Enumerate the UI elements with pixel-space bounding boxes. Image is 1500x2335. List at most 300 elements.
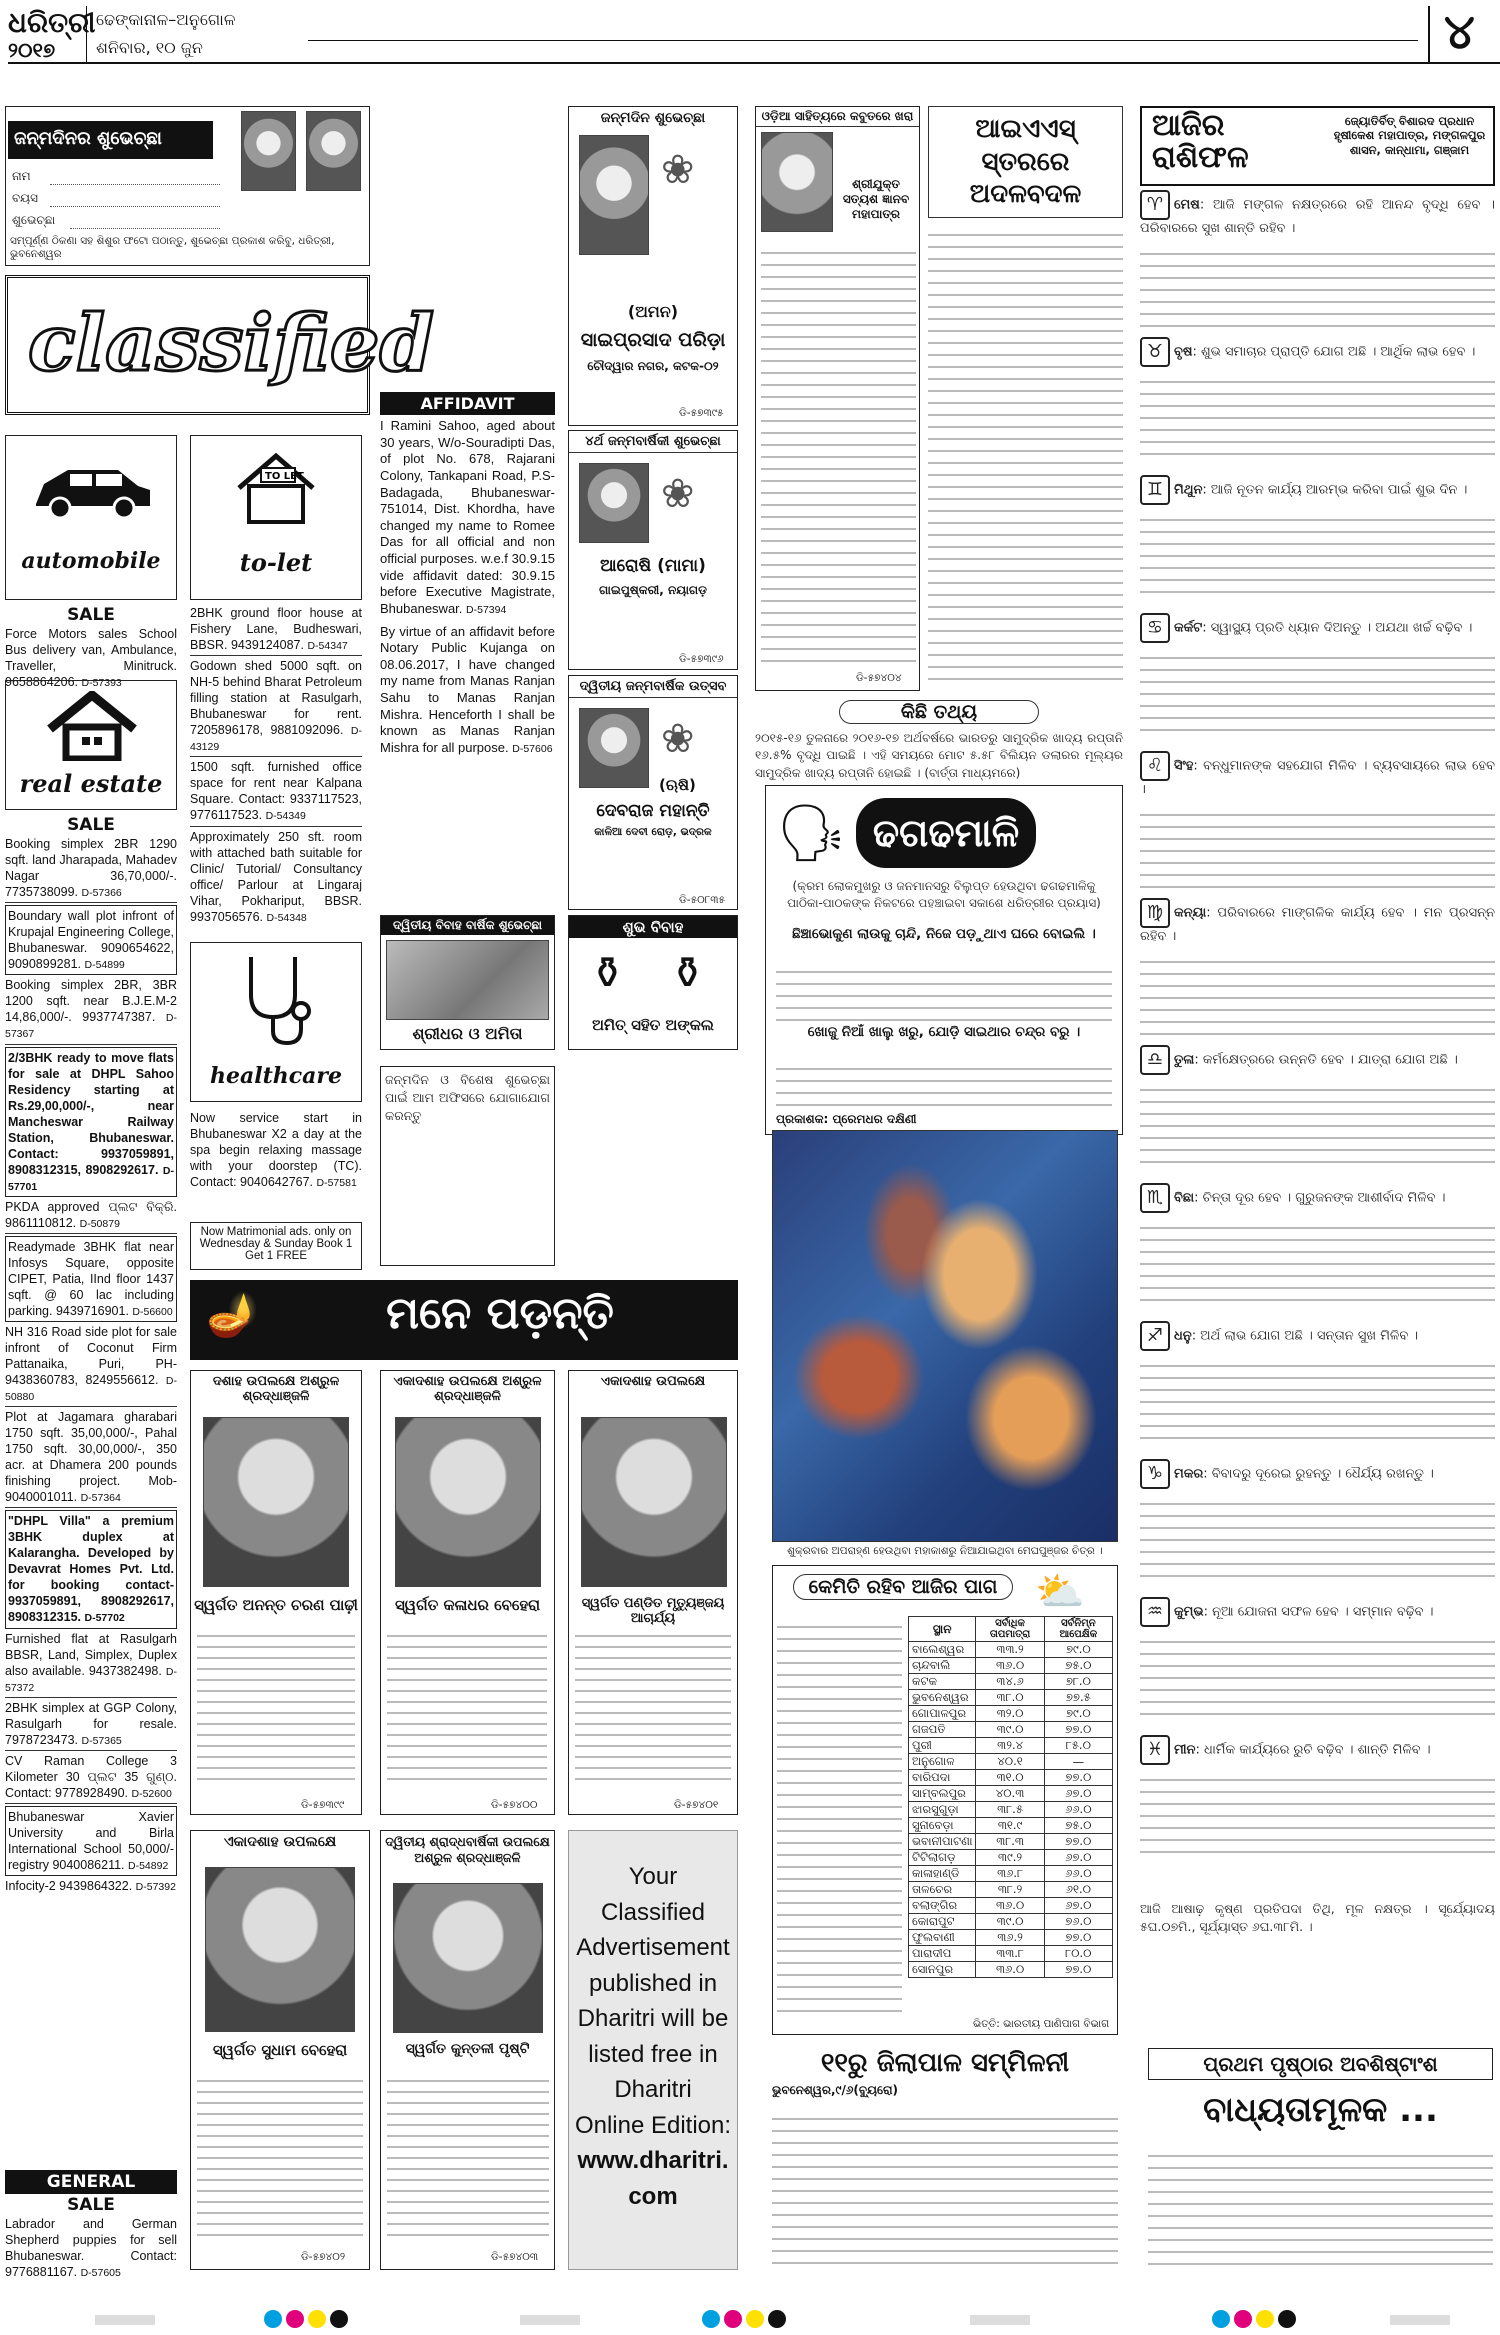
automobile-label: automobile: [21, 548, 161, 574]
zodiac-icon: ♒: [1140, 1597, 1170, 1627]
sale-heading: SALE: [67, 815, 115, 835]
weather-cell: ଗଜପତି: [909, 1722, 976, 1738]
masthead: [8, 6, 1500, 64]
obituary-card: [568, 1370, 738, 1815]
ad-code: ଡି-୫୭୪୦୨: [301, 2251, 346, 2263]
satellite-image: [772, 1130, 1118, 1542]
zodiac-icon: ♓: [1140, 1735, 1170, 1765]
affidavit-text: I Ramini Sahoo, aged about 30 years, W/o-Souradipti Das, of plot No. 678, Rajarani Colony, Tankapani Road, P.S-Badagada, Bhubaneswar-751014, Dist. Khordha, have changed my name to Romee Das for all official and non official purposes. w.e.f 30.9.15 vide affidavit dated: 30.9.15 before Executive Magistrate, Bhubaneswar. D-57394: [380, 418, 555, 616]
ad-item: Booking simplex 2BR, 3BR 1200 sqft. near B.J.E.M-2 14,86,000/-. 9937747387. D-57367: [5, 975, 177, 1044]
obituary-name: ସ୍ୱର୍ଗତ ସୁଧାମ ବେହେରା: [212, 2041, 348, 2059]
sun-cloud-icon: ⛅: [1035, 1569, 1085, 1615]
ad-item: 2/3BHK ready to move flats for sale at DHPL Sahoo Residency starting at Rs.29,00,000/-, near Mancheswar Railway Station, Bhubaneswar. Contact: 9937059891, 8908312315, 8908292617. D-57701: [5, 1047, 177, 1197]
weather-cell: ୭୬.୦: [1044, 1914, 1112, 1930]
ad-item: Labrador and German Shepherd puppies for sell Bhubaneswar. Contact: 9776881167. D-57605: [5, 2217, 177, 2279]
weather-row: [909, 1674, 1113, 1690]
child-photo: [306, 111, 361, 191]
to-let-box: [190, 435, 362, 600]
birthday-form: [5, 106, 370, 266]
weather-cell: ୩୯.୦: [976, 1914, 1044, 1930]
weather-row: [909, 1914, 1113, 1930]
weather-row: [909, 1946, 1113, 1962]
weather-cell: ବାରିପଦା: [909, 1770, 976, 1786]
weather-cell: ତାଳଚେର: [909, 1882, 976, 1898]
rashi-entry: ♐ ଧନୁ: ଅର୍ଥ ଲାଭ ଯୋଗ ଅଛି । ସନ୍ତାନ ସୁଖ ମିଳିବ ।: [1140, 1321, 1495, 1453]
weather-row: [909, 1962, 1113, 1978]
weather-cell: ୪୦.୧: [976, 1754, 1044, 1770]
rashi-text: ବନ୍ଧୁମାନଙ୍କ ସହଯୋଗ ମିଳିବ । ବ୍ୟବସାୟରେ ଲାଭ ହେବ ।: [1140, 758, 1495, 797]
weather-cell: ଝାରସୁଗୁଡ଼ା: [909, 1802, 976, 1818]
obituary-name: ସ୍ୱର୍ଗତ ଅନନ୍ତ ଚରଣ ପାଢ଼ୀ: [194, 1596, 358, 1614]
front-page-continuation-head: ବାଧ୍ୟତାମୂଳକ ...: [1203, 2090, 1438, 2130]
obituary-card: [190, 1370, 362, 1815]
car-icon: [26, 456, 156, 526]
obituary-card: [380, 1370, 555, 1815]
weather-table: [908, 1616, 1113, 1978]
meeting-article: [772, 2048, 1118, 2278]
obituary-name: ସ୍ୱର୍ଗତ ପଣ୍ଡିତ ମୃତ୍ୟୁଞ୍ଜୟ ଆଚାର୍ଯ୍ୟ: [581, 1596, 725, 1626]
weather-cell: ୪୦.୩: [976, 1786, 1044, 1802]
column-header: ସ୍ଥାନ: [909, 1617, 976, 1642]
obituary-title: ମନେ ପଡ଼ନ୍ତି: [386, 1288, 614, 1339]
weather-cell: ୭୭.୦: [1044, 1834, 1112, 1850]
zodiac-icon: ♈: [1140, 190, 1170, 220]
zodiac-icon: ♍: [1140, 898, 1170, 928]
date: ଶନିବାର, ୧୦ ଜୁନ: [96, 38, 203, 57]
real-estate-box: [5, 680, 177, 810]
literary-title: ଓଡ଼ିଆ ସାହିତ୍ୟରେ କବୁତରେ ଖରା: [756, 107, 919, 127]
rashi-entry: ♏ ବିଛା: ଚିନ୍ତା ଦୂର ହେବ । ଗୁରୁଜନଙ୍କ ଆଶୀର୍ବାଦ ମିଳିବ ।: [1140, 1183, 1495, 1315]
weather-row: [909, 1706, 1113, 1722]
proverb: ଛିଞ୍ଚାଭୋକୁଣ ଲାଉକୁ ଚାନ୍ଦି, ନିଜେ ପଡ଼ୁଥାଏ ଘରେ ବୋଇଲି ।: [792, 926, 1096, 942]
ad-item: Boundary wall plot infront of Krupajal Engineering College, Bhubaneswar. 9090654622, 9090899281. D-54899: [5, 905, 177, 975]
satellite-caption: ଶୁକ୍ରବାର ଅପରାହ୍ଣ ହେଉଥିବା ମହାକାଶରୁ ନିଆଯାଇଥିବା ମେଘପୁଞ୍ଜର ଚିତ୍ର ।: [787, 1545, 1103, 1557]
weather-cell: ୭୯.୦: [1044, 1642, 1112, 1658]
ad-item: 1500 sqft. furnished office space for rent near Kalpana Square. Contact: 9337117523, 9776117523. D-54349: [190, 757, 362, 826]
weather-row: [909, 1738, 1113, 1754]
weather-cell: ୩୮.୦: [976, 1690, 1044, 1706]
sale-heading: SALE: [67, 605, 115, 625]
ad-item: Plot at Jagamara gharabari 1750 sqft. 35,00,000/-, Pahal 1750 sqft. 30,00,000/-, 350 acr. at Dhamera 200 pounds finishing project. Mob-9040001011. D-57364: [5, 1407, 177, 1508]
weather-cell: ସୁନାବେଡ଼ା: [909, 1818, 976, 1834]
wish-label: ଶୁଭେଚ୍ଛା: [12, 213, 56, 227]
rashi-entry: ♋ କର୍କଟ: ସ୍ୱାସ୍ଥ୍ୟ ପ୍ରତି ଧ୍ୟାନ ଦିଅନ୍ତୁ । ଅଯଥା ଖର୍ଚ୍ଚ ବଢ଼ିବ ।: [1140, 613, 1495, 745]
rashi-text: ଚିନ୍ତା ଦୂର ହେବ । ଗୁରୁଜନଙ୍କ ଆଶୀର୍ବାଦ ମିଳିବ ।: [1202, 1190, 1446, 1206]
wedding-card: [568, 915, 738, 1050]
to-let-label: to-let: [239, 548, 313, 577]
ad-item: Force Motors sales School Bus delivery van, Ambulance, Traveller, Minitruck. 9658864206. D-57393: [5, 627, 177, 689]
greeting-name: ସାଇପ୍ରସାଦ ପରିଡ଼ା: [580, 329, 726, 351]
cartoon-icon: 🗣: [776, 801, 848, 866]
obituary-photo: [203, 1417, 349, 1587]
proverb-box: [765, 785, 1123, 1135]
obituary-heading: ଏକାଦଶାହ ଉପଲକ୍ଷେ ଅଶ୍ରୁଳ ଶ୍ରଦ୍ଧାଞ୍ଜଳି: [393, 1374, 542, 1404]
panjika-text: ଆଜି ଆଷାଢ଼ କୃଷ୍ଣ ପ୍ରତିପଦା ତିଥି, ମୂଳ ନକ୍ଷତ୍ର । ସୂର୍ଯ୍ୟୋଦୟ ୫ଘ.୦୭ମି., ସୂର୍ଯ୍ୟାସ୍ତ ୬ଘ.୩୮ମି. ।: [1140, 1901, 1495, 1935]
greeting-place: କାଳିଆ ଦେବୀ ରୋଡ଼, ଭଦ୍ରକ: [594, 826, 712, 838]
ias-article: [928, 106, 1123, 691]
weather-title: କେମିତି ରହିବ ଆଜିର ପାଗ: [793, 1574, 1013, 1600]
weather-row: [909, 1690, 1113, 1706]
weather-cell: ୩୬.୦: [976, 1898, 1044, 1914]
weather-cell: ୩୬.୮: [976, 1866, 1044, 1882]
rashi-name: ମିଥୁନ: [1174, 482, 1203, 498]
obituary-name: ସ୍ୱର୍ଗତ କୁନ୍ତଳୀ ପୃଷ୍ଟି: [405, 2041, 530, 2057]
weather-row: [909, 1818, 1113, 1834]
weather-row: [909, 1898, 1113, 1914]
weather-row: [909, 1850, 1113, 1866]
house-icon: [44, 691, 140, 761]
weather-cell: ୩୯.୨: [976, 1850, 1044, 1866]
greeting-card: [568, 430, 738, 670]
obituary-name: ସ୍ୱର୍ଗତ କଳାଧର ବେହେରା: [394, 1596, 541, 1614]
weather-cell: ପାରାଦୀପ: [909, 1946, 976, 1962]
weather-row: [909, 1642, 1113, 1658]
automobile-box: [5, 435, 177, 600]
weather-cell: ବଲାଙ୍ଗିର: [909, 1898, 976, 1914]
greeting-name: ଆରୋଷି (ମାମା): [600, 556, 706, 576]
rashi-name: ମୀନ: [1174, 1742, 1196, 1758]
weather-cell: ୭୫.୦: [1044, 1818, 1112, 1834]
affidavit: [380, 392, 555, 757]
birthday-title: ଜନ୍ମଦିନର ଶୁଭେଚ୍ଛା: [8, 121, 213, 159]
classified-title: classified: [28, 298, 434, 389]
ad-item: CV Raman College 3 Kilometer 30 ପ୍ଲଟ 35 ଗୁଣ୍ଠ. Contact: 9778928490. D-52600: [5, 1751, 177, 1804]
free-ad-line: Dharitri will be: [577, 2005, 729, 2033]
weather-cell: ସାମ୍ବଲପୁର: [909, 1786, 976, 1802]
free-ad-line: Online Edition:: [574, 2111, 732, 2139]
weather-source: ଭିତ୍ତି: ଭାରତୀୟ ପାଣିପାଗ ବିଭାଗ: [973, 2018, 1110, 2030]
ad-item: Readymade 3BHK flat near Infosys Square, opposite CIPET, Patia, IInd floor 1437 sqft. @ 60 lac including parking. 9439716901. D-56600: [5, 1236, 177, 1322]
weather-cell: ୬୧.୦: [1044, 1882, 1112, 1898]
meeting-headline: ୧୧ରୁ ଜିଲାପାଳ ସମ୍ମିଳନୀ: [820, 2048, 1070, 2078]
proverb-subtitle: (କ୍ରମ ଲୋକମୁଖରୁ ଓ ଜନମାନସରୁ ବିଲୁପ୍ତ ହେଉଥିବା ଢଗଢମାଳିକୁ ପାଠିକା-ପାଠକଙ୍କ ନିକଟରେ ପହଞ୍ଚାଇବା ସକାଶେ ଧରିତ୍ରୀର ପ୍ରୟାସ): [787, 879, 1101, 911]
greeting-nick: (ଅମନ): [627, 302, 679, 321]
anniversary-card: [380, 915, 555, 1050]
ad-item: Infocity-2 9439864322. D-57392: [5, 1879, 176, 1894]
lamp-icon: 🪔: [206, 1290, 259, 1339]
free-ad-line: Your: [628, 1863, 678, 1890]
free-ad-line: Classified: [600, 1898, 706, 1926]
free-ad-line: published in: [588, 1969, 718, 1997]
rashi-entry: ♈ ମେଷ: ଆଜି ମଙ୍ଗଳ ନକ୍ଷତ୍ରରେ ରହି ଆନନ୍ଦ ବୃଦ୍ଧି ହେବ । ପରିବାରରେ ସୁଖ ଶାନ୍ତି ରହିବ ।: [1140, 190, 1495, 331]
affidavit-text: By virtue of an affidavit before Notary Public Kujanga on 08.06.2017, I have changed my name from Manas Ranjan Sahu to Manas Ranjan Mishra. Henceforth I shall be known as Manas Ranjan Mishra for all purpose. D-57606: [380, 623, 555, 755]
ad-item: "DHPL Villa" a premium 3BHK duplex at Kalarangha. Developed by Devavrat Homes Pvt. Ltd. for booking contact- 9937059891, 8908292617, 8908312315. D-57702: [5, 1510, 177, 1628]
zodiac-icon: ♌: [1140, 751, 1170, 781]
classified-banner: [5, 275, 434, 415]
weather-cell: ୭୭.୦: [1044, 1770, 1112, 1786]
rashi-name: ମେଷ: [1174, 197, 1200, 213]
weather-cell: ୮୦.୦: [1044, 1946, 1112, 1962]
ad-code: ଡି-୫୭୪୦୪: [856, 672, 902, 684]
greeting-title: ଦ୍ୱିତୀୟ ଜନ୍ମବାର୍ଷିକ ଉତ୍ସବ: [569, 676, 737, 698]
rashi-text: ଧାର୍ମିକ କାର୍ଯ୍ୟରେ ରୁଚି ବଢ଼ିବ । ଶାନ୍ତି ମିଳିବ ।: [1204, 1742, 1431, 1758]
zodiac-icon: ♑: [1140, 1459, 1170, 1489]
weather-cell: ଭୁବନେଶ୍ୱର: [909, 1690, 976, 1706]
ad-item: 2BHK ground floor house at Fishery Lane, Budheswari, BBSR. 9439124087. D-54347: [190, 605, 362, 656]
obituary-card: [190, 1830, 370, 2270]
print-registration-strip: [0, 2310, 1500, 2330]
general-heading: GENERAL: [5, 2170, 177, 2194]
obituary-heading: ଦଶାହ ଉପଲକ୍ଷେ ଅଶ୍ରୁଳ ଶ୍ରଦ୍ଧାଞ୍ଜଳି: [212, 1374, 340, 1404]
weather-cell: ୩୩.୨: [976, 1642, 1044, 1658]
obituary-photo: [205, 1867, 355, 2032]
greeting-nick: (ଋଷି): [659, 776, 696, 794]
rashi-entry: ♊ ମିଥୁନ: ଆଜି ନୂତନ କାର୍ଯ୍ୟ ଆରମ୍ଭ କରିବା ପାଇଁ ଶୁଭ ଦିନ ।: [1140, 475, 1495, 607]
ad-code: ଡି-୫୭୩୯୯: [301, 1799, 345, 1811]
weather-cell: ୩୮.୨: [976, 1882, 1044, 1898]
ad-item: PKDA approved ପ୍ଲଟ ବିକ୍ରି. 9861110812. D-50879: [5, 1197, 177, 1234]
obituary-banner: [190, 1280, 738, 1360]
rashi-name: କୁମ୍ଭ: [1174, 1604, 1204, 1620]
kalash-icon: ⚱: [669, 948, 706, 999]
flower-icon: ❀: [661, 471, 695, 517]
weather-cell: ୩୨.୪: [976, 1738, 1044, 1754]
zodiac-icon: ♐: [1140, 1321, 1170, 1351]
rashi-name: ସିଂହ: [1174, 758, 1194, 774]
meeting-byline: ଭୁବନେଶ୍ୱର,୯/୬(ବ୍ୟୁରୋ): [772, 2083, 899, 2097]
weather-cell: ୭୯.୦: [1044, 1706, 1112, 1722]
anniversary-title: ଦ୍ୱିତୀୟ ବିବାହ ବାର୍ଷିକ ଶୁଭେଚ୍ଛା: [381, 916, 554, 935]
obituary-photo: [581, 1417, 727, 1587]
weather-cell: ଚାନ୍ଦବାଲି: [909, 1658, 976, 1674]
weather-row: [909, 1770, 1113, 1786]
weather-cell: —: [1044, 1754, 1112, 1770]
child-photo: [241, 111, 296, 191]
astrologer-name: ଜ୍ୟୋତିର୍ବିତ୍ ବିଶାରଦ ପ୍ରଧାନ ହୃଷୀକେଶ ମହାପାତ୍ର, ମଙ୍ଗଳପୁର ଶାସନ, କାନ୍ଧାମା, ଗଞ୍ଜାମ: [1333, 114, 1486, 157]
weather-cell: ୩୬.୦: [976, 1962, 1044, 1978]
ad-code: ଡି-୫୭୪୦୧: [674, 1799, 719, 1811]
website-link[interactable]: com: [628, 2182, 678, 2210]
weather-cell: ୬୭.୦: [1044, 1898, 1112, 1914]
weather-cell: ୮୫.୦: [1044, 1738, 1112, 1754]
rashi-name: ଧନୁ: [1174, 1328, 1192, 1344]
healthcare-box: [190, 942, 362, 1102]
ad-code: ଡି-୫୦୮୩୫: [679, 894, 726, 906]
weather-cell: ୩୧.୯: [976, 1818, 1044, 1834]
ad-code: ଡି-୫୭୩୯୬: [679, 653, 724, 665]
svg-text:TO LET: TO LET: [265, 471, 304, 482]
weather-row: [909, 1658, 1113, 1674]
weather-row: [909, 1834, 1113, 1850]
birthday-note: ସମ୍ପୂର୍ଣ୍ଣ ଠିକଣା ସହ ଶିଶୁର ଫଟୋ ପଠାନ୍ତୁ, ଶୁଭେଚ୍ଛା ପ୍ରକାଶ କରିବୁ, ଧରିତ୍ରୀ, ଭୁବନେଶ୍ୱର: [10, 235, 335, 261]
ad-item: 2BHK simplex at GGP Colony, Rasulgarh for resale. 7978723473. D-57365: [5, 1698, 177, 1751]
facts-title: କିଛି ତଥ୍ୟ: [839, 700, 1039, 724]
free-ad-line: Advertisement: [576, 1934, 730, 1962]
weather-cell: ୭୮.୦: [1044, 1674, 1112, 1690]
flower-icon: ❀: [661, 716, 695, 762]
ad-code: ଡି-୫୭୪୦୦: [491, 1799, 538, 1811]
couple-photo: [386, 940, 549, 1020]
rashi-entry: ♌ ସିଂହ: ବନ୍ଧୁମାନଙ୍କ ସହଯୋଗ ମିଳିବ । ବ୍ୟବସାୟରେ ଲାଭ ହେବ ।: [1140, 751, 1495, 892]
weather-cell: ଭବାନୀପାଟଣା: [909, 1834, 976, 1850]
rashi-text: ପରିବାରରେ ମାଙ୍ଗଳିକ କାର୍ଯ୍ୟ ହେବ । ମନ ପ୍ରସନ୍ନ ରହିବ ।: [1140, 905, 1496, 944]
weather-row: [909, 1930, 1113, 1946]
rashifal-header: [1140, 106, 1495, 186]
rashi-name: କନ୍ୟା: [1174, 905, 1207, 921]
rashi-entry: ♓ ମୀନ: ଧାର୍ମିକ କାର୍ଯ୍ୟରେ ରୁଚି ବଢ଼ିବ । ଶାନ୍ତି ମିଳିବ ।: [1140, 1735, 1495, 1867]
weather-row: [909, 1802, 1113, 1818]
zodiac-icon: ♏: [1140, 1183, 1170, 1213]
col2-ads-list: [190, 605, 362, 927]
obituary-heading: ଏକାଦଶାହ ଉପଲକ୍ଷେ: [223, 1834, 337, 1850]
ad-item: Godown shed 5000 sqft. on NH-5 behind Bharat Petroleum filling station at Rasulgarh, Bhubaneswar for rent. 7205896178, 9881092096. D-43129: [190, 656, 362, 757]
rashifal-list: [1140, 190, 1495, 1873]
healthcare-label: healthcare: [210, 1063, 342, 1089]
rashi-text: କର୍ମକ୍ଷେତ୍ରରେ ଉନ୍ନତି ହେବ । ଯାତ୍ରା ଯୋଗ ଅଛି ।: [1202, 1052, 1458, 1068]
rashi-text: ଆଜି ମଙ୍ଗଳ ନକ୍ଷତ୍ରରେ ରହି ଆନନ୍ଦ ବୃଦ୍ଧି ହେବ । ପରିବାରରେ ସୁଖ ଶାନ୍ତି ରହିବ ।: [1140, 197, 1495, 236]
weather-cell: ଅନୁଗୋଳ: [909, 1754, 976, 1770]
rashi-entry: ♑ ମକର: ବିବାଦରୁ ଦୂରେଇ ରୁହନ୍ତୁ । ଧୈର୍ଯ୍ୟ ରଖନ୍ତୁ ।: [1140, 1459, 1495, 1591]
ad-item: Now service start in Bhubaneswar X2 a day at the spa begin relaxing massage with your doorstep (TC). Contact: 9040642767. D-57581: [190, 1111, 362, 1189]
weather-row: [909, 1754, 1113, 1770]
weather-cell: ୩୬.୨: [976, 1930, 1044, 1946]
weather-cell: ୭୭.୦: [1044, 1722, 1112, 1738]
weather-cell: କଟକ: [909, 1674, 976, 1690]
rashi-text: ବିବାଦରୁ ଦୂରେଇ ରୁହନ୍ତୁ । ଧୈର୍ଯ୍ୟ ରଖନ୍ତୁ ।: [1211, 1466, 1434, 1482]
weather-cell: ୩୬.୦: [976, 1658, 1044, 1674]
age-label: ବୟସ: [12, 191, 38, 205]
logo: ଧରିତ୍ରୀ: [8, 6, 96, 39]
edition: ଢେଙ୍କାନାଳ–ଅନୁଗୋଳ: [96, 10, 236, 29]
literary-box: [755, 106, 920, 691]
page-number: ୪: [1444, 4, 1475, 60]
stethoscope-icon: [231, 951, 321, 1051]
greeting-name: ଦେବରାଜ ମହାନ୍ତି: [596, 801, 710, 821]
zodiac-icon: ♋: [1140, 613, 1170, 643]
author-photo: [761, 132, 833, 232]
obituary-heading: ଦ୍ୱିତୀୟ ଶ୍ରାଦ୍ଧବାର୍ଷିକୀ ଉପଲକ୍ଷେ ଅଶ୍ରୁଳ ଶ୍ରଦ୍ଧାଞ୍ଜଳି: [385, 1834, 550, 1865]
obituary-card: [380, 1830, 555, 2270]
proverb-title: ଢଗଢମାଳି: [856, 798, 1036, 868]
real-estate-label: real estate: [19, 769, 163, 798]
free-ad-line: Dharitri: [614, 2076, 692, 2104]
affidavit-title: AFFIDAVIT: [380, 392, 555, 415]
weather-cell: ୭୭.୫: [1044, 1690, 1112, 1706]
weather-cell: କାଳାହାଣ୍ଡି: [909, 1866, 976, 1882]
ad-item: Furnished flat at Rasulgarh BBSR, Land, Simplex, Duplex also available. 9437382498. D-57372: [5, 1629, 177, 1698]
weather-box: [772, 1565, 1118, 2035]
rashi-name: ବୃଷ: [1174, 344, 1193, 360]
ad-code: ଡି-୫୭୩୯୫: [679, 407, 724, 419]
weather-cell: ବାଲେଶ୍ୱର: [909, 1642, 976, 1658]
column-header: ସର୍ବାଧିକ ତାପମାତ୍ରା: [976, 1617, 1044, 1642]
rashi-text: ନୂଆ ଯୋଜନା ସଫଳ ହେବ । ସମ୍ମାନ ବଢ଼ିବ ।: [1212, 1604, 1434, 1620]
ad-code: ଡି-୫୭୪୦୩: [491, 2251, 539, 2263]
website-link[interactable]: www.dharitri.: [577, 2147, 729, 2175]
rashi-entry: ♒ କୁମ୍ଭ: ନୂଆ ଯୋଜନା ସଫଳ ହେବ । ସମ୍ମାନ ବଢ଼ିବ ।: [1140, 1597, 1495, 1729]
year: ୨୦୧୭: [8, 38, 56, 62]
greeting-card: [568, 675, 738, 910]
zodiac-icon: ♊: [1140, 475, 1170, 505]
column-header: ସର୍ବନିମ୍ନ ଆପେକ୍ଷିକ: [1044, 1617, 1112, 1642]
zodiac-icon: ♉: [1140, 337, 1170, 367]
weather-cell: ୩୮.୫: [976, 1802, 1044, 1818]
weather-cell: ୩୪.୬: [976, 1674, 1044, 1690]
greeting-place: ଚୌଦ୍ୱାର ନଗର, କଟକ-୦୨: [587, 359, 719, 373]
obituary-photo: [393, 1883, 543, 2033]
ad-item: Approximately 250 sft. room with attached bath suitable for Clinic/ Tutorial/ Consultancy office/ Parlour at Lingaraj Vihar, Pokhariput, BBSR. 9937056576. D-54348: [190, 829, 362, 924]
col1-ads-list: [5, 836, 177, 1896]
wedding-title: ଶୁଭ ବିବାହ: [569, 916, 737, 938]
child-photo: [579, 708, 649, 788]
anniversary-names: ଶ୍ରୀଧର ଓ ଅମିତା: [412, 1024, 523, 1043]
rashi-name: ବିଛା: [1174, 1190, 1195, 1206]
matrimonial-note: Now Matrimonial ads. only on Wednesday & Sunday Book 1 Get 1 FREE: [190, 1222, 362, 1270]
proverb: ଖୋଜୁ ନିଆଁ ଖାଲୁ ଖରୁ, ଯୋଡ଼ି ସାଇଥାର ଚନ୍ଦ୍ର ବରୁ ।: [807, 1024, 1081, 1040]
weather-cell: ୬୭.୦: [1044, 1786, 1112, 1802]
zodiac-icon: ♎: [1140, 1045, 1170, 1075]
rashi-name: କର୍କଟ: [1174, 620, 1203, 636]
rashifal-title: ଆଜିର ରାଶିଫଳ: [1152, 108, 1249, 175]
rashi-name: ମକର: [1174, 1466, 1204, 1482]
child-photo: [579, 463, 649, 543]
child-photo: [579, 135, 649, 255]
weather-cell: ୬୭.୦: [1044, 1850, 1112, 1866]
front-page-continuation-title: ପ୍ରଥମ ପୃଷ୍ଠାର ଅବଶିଷ୍ଟାଂଶ: [1148, 2048, 1493, 2080]
ad-item: NH 316 Road side plot for sale infront of Coconut Firm Pattanaika, Puri, PH- 9438360783, 8249556612. D-50880: [5, 1322, 177, 1407]
weather-row: [909, 1786, 1113, 1802]
ad-item: Booking simplex 2BR 1290 sqft. land Jharapada, Mahadev Nagar 36,70,000/-. 7735738099. D-57366: [5, 836, 177, 903]
greeting-title: ୪ର୍ଥ ଜନ୍ମବାର୍ଷିକୀ ଶୁଭେଚ୍ଛା: [569, 431, 737, 453]
weather-row: [909, 1722, 1113, 1738]
weather-cell: ସୋନପୁର: [909, 1962, 976, 1978]
greeting-title: ଜନ୍ମଦିନ ଶୁଭେଚ୍ଛା: [600, 110, 706, 126]
weather-row: [909, 1882, 1113, 1898]
weather-cell: ଫୁଲବାଣୀ: [909, 1930, 976, 1946]
facts-body: ୨୦୧୫-୧୬ ତୁଳନାରେ ୨୦୧୬-୧୭ ଅର୍ଥବର୍ଷରେ ଭାରତରୁ ସାମୁଦ୍ରିକ ଖାଦ୍ୟ ରପ୍ତାନି ୧୬.୫% ବୃଦ୍ଧି ପାଇଛି । ଏହି ସମୟରେ ମୋଟ ୫.୫୮ ବିଲିୟନ ଡଲାରର ମୂଲ୍ୟର ସାମୁଦ୍ରିକ ଖାଦ୍ୟ ରପ୍ତାନି ହୋଇଛି । (ବାର୍ତ୍ତା ମାଧ୍ୟମରେ): [755, 731, 1123, 780]
free-ad-line: listed free in: [588, 2040, 718, 2068]
wedding-names: ଅମିତ୍ ସହିତ ଅଙ୍କଲ: [592, 1016, 714, 1034]
author-name: ଶ୍ରୀଯୁକ୍ତ ସତ୍ୟଶ ଜ୍ଞାନବ ମହାପାତ୍ର: [842, 177, 910, 221]
weather-cell: ପୁରୀ: [909, 1738, 976, 1754]
weather-cell: ୩୩.୮: [976, 1946, 1044, 1962]
rashi-text: ସ୍ୱାସ୍ଥ୍ୟ ପ୍ରତି ଧ୍ୟାନ ଦିଅନ୍ତୁ । ଅଯଥା ଖର୍ଚ୍ଚ ବଢ଼ିବ ।: [1210, 620, 1473, 636]
weather-cell: ୬୬.୦: [1044, 1866, 1112, 1882]
rashi-entry: ♍ କନ୍ୟା: ପରିବାରରେ ମାଙ୍ଗଳିକ କାର୍ଯ୍ୟ ହେବ । ମନ ପ୍ରସନ୍ନ ରହିବ ।: [1140, 898, 1495, 1039]
to-let-house-icon: [231, 448, 321, 528]
ias-headline: ଆଇଏଏସ୍ ସ୍ତରରେ ଅଦଳବଦଳ: [928, 106, 1123, 218]
weather-cell: ୭୭.୦: [1044, 1930, 1112, 1946]
obituary-photo: [395, 1417, 541, 1587]
greeting-place: ଗାଇପୁଷ୍କରୀ, ନୟାଗଡ଼: [598, 583, 708, 597]
rashi-entry: ♎ ତୁଳା: କର୍ମକ୍ଷେତ୍ରରେ ଉନ୍ନତି ହେବ । ଯାତ୍ରା ଯୋଗ ଅଛି ।: [1140, 1045, 1495, 1177]
weather-cell: ୩୯.୦: [976, 1722, 1044, 1738]
rashi-text: ଶୁଭ ସମାଚାର ପ୍ରାପ୍ତି ଯୋଗ ଅଛି । ଆର୍ଥିକ ଲାଭ ହେବ ।: [1200, 344, 1476, 360]
weather-cell: ଗୋପାଳପୁର: [909, 1706, 976, 1722]
weather-cell: ୬୬.୦: [1044, 1802, 1112, 1818]
facts-box: [755, 700, 1123, 780]
weather-cell: ୭୭.୦: [1044, 1962, 1112, 1978]
flower-icon: ❀: [661, 147, 695, 193]
rashi-text: ଆଜି ନୂତନ କାର୍ଯ୍ୟ ଆରମ୍ଭ କରିବା ପାଇଁ ଶୁଭ ଦିନ ।: [1210, 482, 1468, 498]
obituary-heading: ଏକାଦଶାହ ଉପଲକ୍ଷେ: [600, 1374, 706, 1389]
proverb-credit: ପ୍ରକାଶକ: ପ୍ରେମଧର ଦକ୍ଷିଣୀ: [776, 1112, 917, 1126]
sale-heading: SALE: [67, 2195, 115, 2215]
weather-row: [909, 1866, 1113, 1882]
free-listing-ad: [568, 1830, 738, 2270]
ad-item: Bhubaneswar Xavier University and Birla International School 50,000/- registry 9040086211. D-54892: [5, 1806, 177, 1876]
kalash-icon: ⚱: [589, 948, 626, 999]
name-label: ନାମ: [12, 169, 31, 183]
weather-cell: ୩୧.୦: [976, 1770, 1044, 1786]
weather-cell: ୭୫.୦: [1044, 1658, 1112, 1674]
weather-cell: ୩୨.୦: [976, 1706, 1044, 1722]
rashi-text: ଅର୍ଥ ଲାଭ ଯୋଗ ଅଛି । ସନ୍ତାନ ସୁଖ ମିଳିବ ।: [1200, 1328, 1419, 1344]
weather-cell: ୩୮.୩: [976, 1834, 1044, 1850]
rashi-entry: ♉ ବୃଷ: ଶୁଭ ସମାଚାର ପ୍ରାପ୍ତି ଯୋଗ ଅଛି । ଆର୍ଥିକ ଲାଭ ହେବ ।: [1140, 337, 1495, 469]
weather-cell: ଟିଟିଲାଗଡ଼: [909, 1850, 976, 1866]
greeting-card: [568, 106, 738, 426]
